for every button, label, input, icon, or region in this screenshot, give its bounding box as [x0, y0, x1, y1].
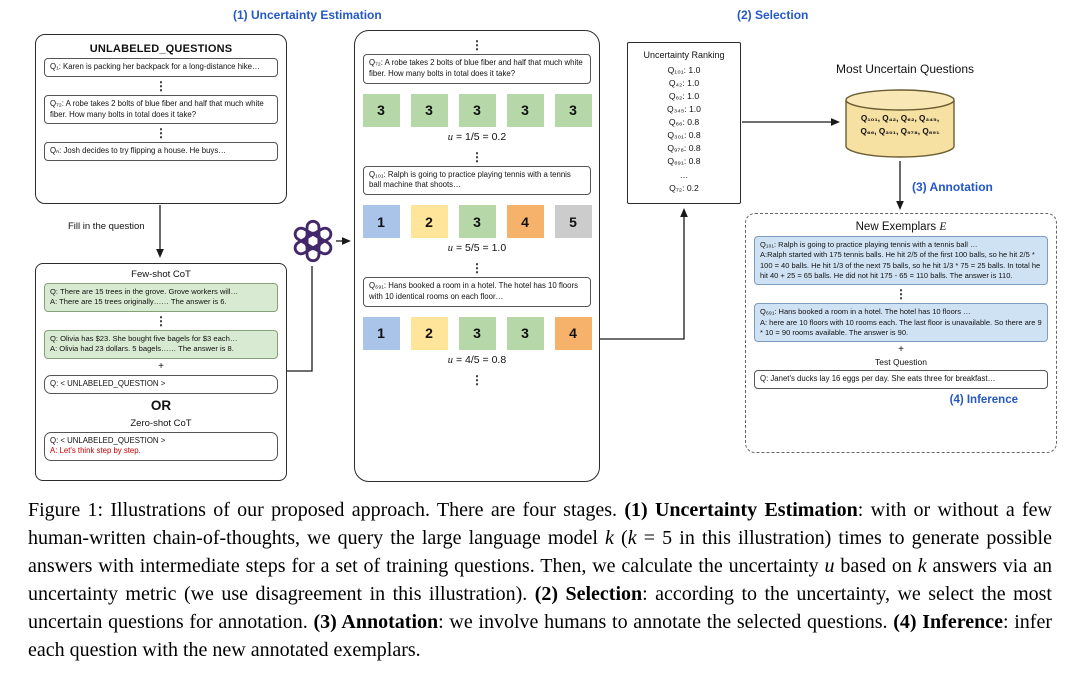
- answer-cell: 3: [363, 94, 400, 127]
- stage-label-inference: (4) Inference: [949, 394, 1018, 407]
- answer-cell: 2: [411, 205, 448, 238]
- plus-sign: +: [158, 360, 164, 372]
- caption-math-k: k: [917, 555, 927, 577]
- uncertainty-ranking-panel: [627, 42, 741, 204]
- caption-text: : we involve humans to annotate the selected questions.: [438, 611, 894, 633]
- new-exemplars-title: [746, 221, 1056, 233]
- zero-shot-prompt: A: Let's think step by step.: [50, 446, 141, 456]
- caption-text: : with or without a few human-written chain-of-thoughts, we query the large language model: [28, 499, 1052, 549]
- ranking-row: Q₁₀₁: 1.0: [667, 65, 701, 75]
- question-card-q72: Q₇₂: A robe takes 2 bolts of blue fiber and half that much white fiber. How many bolts in total does it take?: [44, 95, 278, 125]
- answer-cell: 3: [459, 317, 496, 350]
- test-question-card: Q: Janet's ducks lay 16 eggs per day. She eats three for breakfast…: [754, 370, 1048, 389]
- u-symbol: u: [447, 354, 454, 366]
- answer-cell: 5: [555, 205, 592, 238]
- fill-in-question-label: Fill in the question: [68, 221, 145, 232]
- stage-label-selection: (2) Selection: [737, 8, 809, 22]
- title-text: New Exemplars: [855, 221, 940, 233]
- estimation-question-q72: Q₇₂: A robe takes 2 bolts of blue fiber and half that much white fiber. How many bolts in total does it take?: [363, 54, 591, 84]
- caption-bold-stage2: (2) Selection: [534, 583, 643, 605]
- u-symbol: u: [447, 243, 454, 254]
- answer-cell: 3: [507, 94, 544, 127]
- caption-bold-stage3: (3) Annotation: [313, 611, 439, 633]
- answer-cell: 3: [459, 94, 496, 127]
- question-card-q1: Q₁: Karen is packing her backpack for a long-distance hike…: [44, 58, 278, 77]
- title-e-symbol: E: [939, 221, 947, 233]
- ranking-row: Q₃₀₁: 0.8: [667, 130, 701, 141]
- zero-shot-cot-title: Zero-shot CoT: [130, 417, 192, 429]
- unlabeled-questions-panel: [35, 34, 287, 204]
- exemplar-answer: A:Ralph started with 175 tennis balls. He hit 2/5 of the first 100 balls, so he hit 2/5 * 100 = 40 balls. He hit 1/3 of the next 75 balls, so he hit 1/3 * 75 = 25 balls. In total he hit 40 + 25 = 65 balls. He did not hit 175 - 65 = 110 balls. The answer is 110.: [760, 250, 1041, 281]
- caption-text: : according to the uncertainty, we select the most uncertain questions for annotation.: [28, 583, 1052, 633]
- answers-row-q691: [361, 317, 593, 350]
- caption-text: Figure 1: Illustrations of our proposed approach. There are four stages.: [28, 499, 625, 521]
- answer-cell: 1: [363, 317, 400, 350]
- most-uncertain-questions-label: Most Uncertain Questions: [835, 62, 975, 76]
- figure-caption: [28, 496, 1052, 664]
- caption-math-k: k: [605, 527, 614, 549]
- u-value: = 4/5 = 0.8: [453, 353, 507, 366]
- exemplar-question: Q: Olivia has $23. She bought five bagels for $3 each…: [50, 333, 238, 343]
- caption-text: (: [613, 527, 628, 549]
- ranking-row: Q₆₆: 0.8: [668, 117, 700, 128]
- cot-exemplar-2: [44, 330, 278, 359]
- uncertainty-ranking-title: Uncertainty Ranking: [643, 50, 725, 60]
- db-questions-line1: Q₁₀₁, Q₄₂, Q₆₂, Q₃₄₅,: [860, 114, 940, 123]
- uncertain-questions-database-icon: [843, 88, 957, 160]
- vertical-ellipsis: ⋮: [471, 261, 483, 275]
- ranking-row: Q₆₉₁: 0.8: [667, 156, 701, 167]
- zero-shot-question: Q: < UNLABELED_QUESTION >: [50, 435, 166, 445]
- ranking-row: Q₄₂: 1.0: [668, 78, 700, 89]
- caption-text: based on: [834, 555, 918, 577]
- answer-cell: 4: [555, 317, 592, 350]
- few-shot-cot-title: Few-shot CoT: [131, 269, 191, 280]
- u-value: = 1/5 = 0.2: [453, 130, 507, 143]
- new-exemplars-panel: [745, 213, 1057, 453]
- vertical-ellipsis: ⋮: [155, 126, 167, 141]
- stage-label-uncertainty-estimation: (1) Uncertainty Estimation: [233, 8, 382, 22]
- ranking-row: Q₉₇₈: 0.8: [667, 143, 701, 154]
- connector-fewshot-to-llm: [287, 266, 312, 371]
- exemplar-question: Q: There are 15 trees in the grove. Grove workers will…: [50, 287, 239, 296]
- answers-row-q101: [361, 205, 593, 238]
- vertical-ellipsis: ⋮: [471, 38, 483, 52]
- caption-math-k: k: [627, 527, 637, 549]
- uncertainty-estimation-panel: [354, 30, 600, 482]
- vertical-ellipsis: ⋮: [155, 313, 167, 328]
- ranking-row-ellipsis: …: [679, 169, 689, 180]
- answer-cell: 3: [459, 205, 496, 238]
- answers-row-q72: [361, 94, 593, 127]
- vertical-ellipsis: ⋮: [895, 287, 907, 302]
- annotated-exemplar-q101: [754, 236, 1048, 285]
- caption-math-u: u: [824, 555, 835, 577]
- question-card-qn: Qₙ: Josh decides to try flipping a house. He buys…: [44, 142, 278, 161]
- exemplar-answer: A: here are 10 floors with 10 rooms each. The last floor is unavailable. So there are 9 * 10 = 90 rooms available. The answer is 90.: [760, 317, 1042, 338]
- caption-text: : infer each question with the new annotated exemplars.: [28, 611, 1052, 661]
- exemplar-question: Q₆₉₁: Hans booked a room in a hotel. The hotel has 10 floors …: [760, 307, 971, 317]
- caption-text: = 5 in this illustration) times to generate possible answers with intermediate steps for a set of training questions. Then, we calculate the uncertainty: [28, 527, 1052, 577]
- cot-exemplar-1: [44, 283, 278, 312]
- test-question-label: Test Question: [875, 357, 927, 368]
- estimation-question-q101: Q₁₀₁: Ralph is going to practice playing tennis with a tennis ball machine that shoots…: [363, 166, 591, 196]
- stage-label-annotation: (3) Annotation: [912, 180, 993, 194]
- unlabeled-questions-title: UNLABELED_QUESTIONS: [89, 43, 233, 55]
- u-symbol: u: [447, 131, 454, 143]
- answer-cell: 2: [411, 317, 448, 350]
- caption-bold-stage4: (4) Inference: [893, 611, 1003, 633]
- vertical-ellipsis: ⋮: [155, 78, 167, 93]
- unlabeled-question-slot: Q: < UNLABELED_QUESTION >: [44, 375, 278, 394]
- zero-shot-question-slot: [44, 432, 278, 462]
- caption-text: answers via an uncertainty metric (we use disagreement in this illustration).: [28, 555, 1052, 605]
- few-shot-cot-panel: [35, 263, 287, 481]
- answer-cell: 4: [507, 205, 544, 238]
- vertical-ellipsis: ⋮: [471, 372, 483, 387]
- ranking-row: Q₇₂: 0.2: [669, 182, 699, 193]
- exemplar-answer: A: Olivia had 23 dollars. 5 bagels…… The answer is 8.: [50, 344, 234, 354]
- arrow-estimation-to-ranking: [600, 210, 684, 339]
- ranking-row: Q₃₄₅: 1.0: [667, 104, 701, 115]
- db-questions-line2: Q₆₆, Q₃₀₁, Q₉₇₈, Q₆₉₁: [860, 127, 940, 136]
- annotated-exemplar-q691: [754, 303, 1048, 342]
- exemplar-question: Q₁₀₁: Ralph is going to practice playing tennis with a tennis ball …: [760, 240, 978, 249]
- or-label: OR: [150, 397, 172, 413]
- answer-cell: 1: [363, 205, 400, 238]
- plus-sign: +: [898, 344, 904, 356]
- ranking-row: Q₆₂: 1.0: [668, 91, 700, 102]
- openai-logo-icon: [291, 219, 335, 263]
- uncertainty-value-q691: [355, 354, 599, 366]
- u-value: = 5/5 = 1.0: [453, 242, 507, 254]
- exemplar-answer: A: There are 15 trees originally…… The answer is 6.: [50, 297, 227, 307]
- answer-cell: 3: [411, 94, 448, 127]
- caption-bold-stage1: (1) Uncertainty Estimation: [624, 499, 858, 521]
- uncertainty-value-q101: [355, 242, 599, 254]
- answer-cell: 3: [555, 94, 592, 127]
- estimation-question-q691: Q₆₉₁: Hans booked a room in a hotel. The hotel has 10 floors with 10 identical rooms on each floor…: [363, 277, 591, 307]
- vertical-ellipsis: ⋮: [471, 149, 483, 164]
- answer-cell: 3: [507, 317, 544, 350]
- uncertainty-value-q72: [355, 131, 599, 143]
